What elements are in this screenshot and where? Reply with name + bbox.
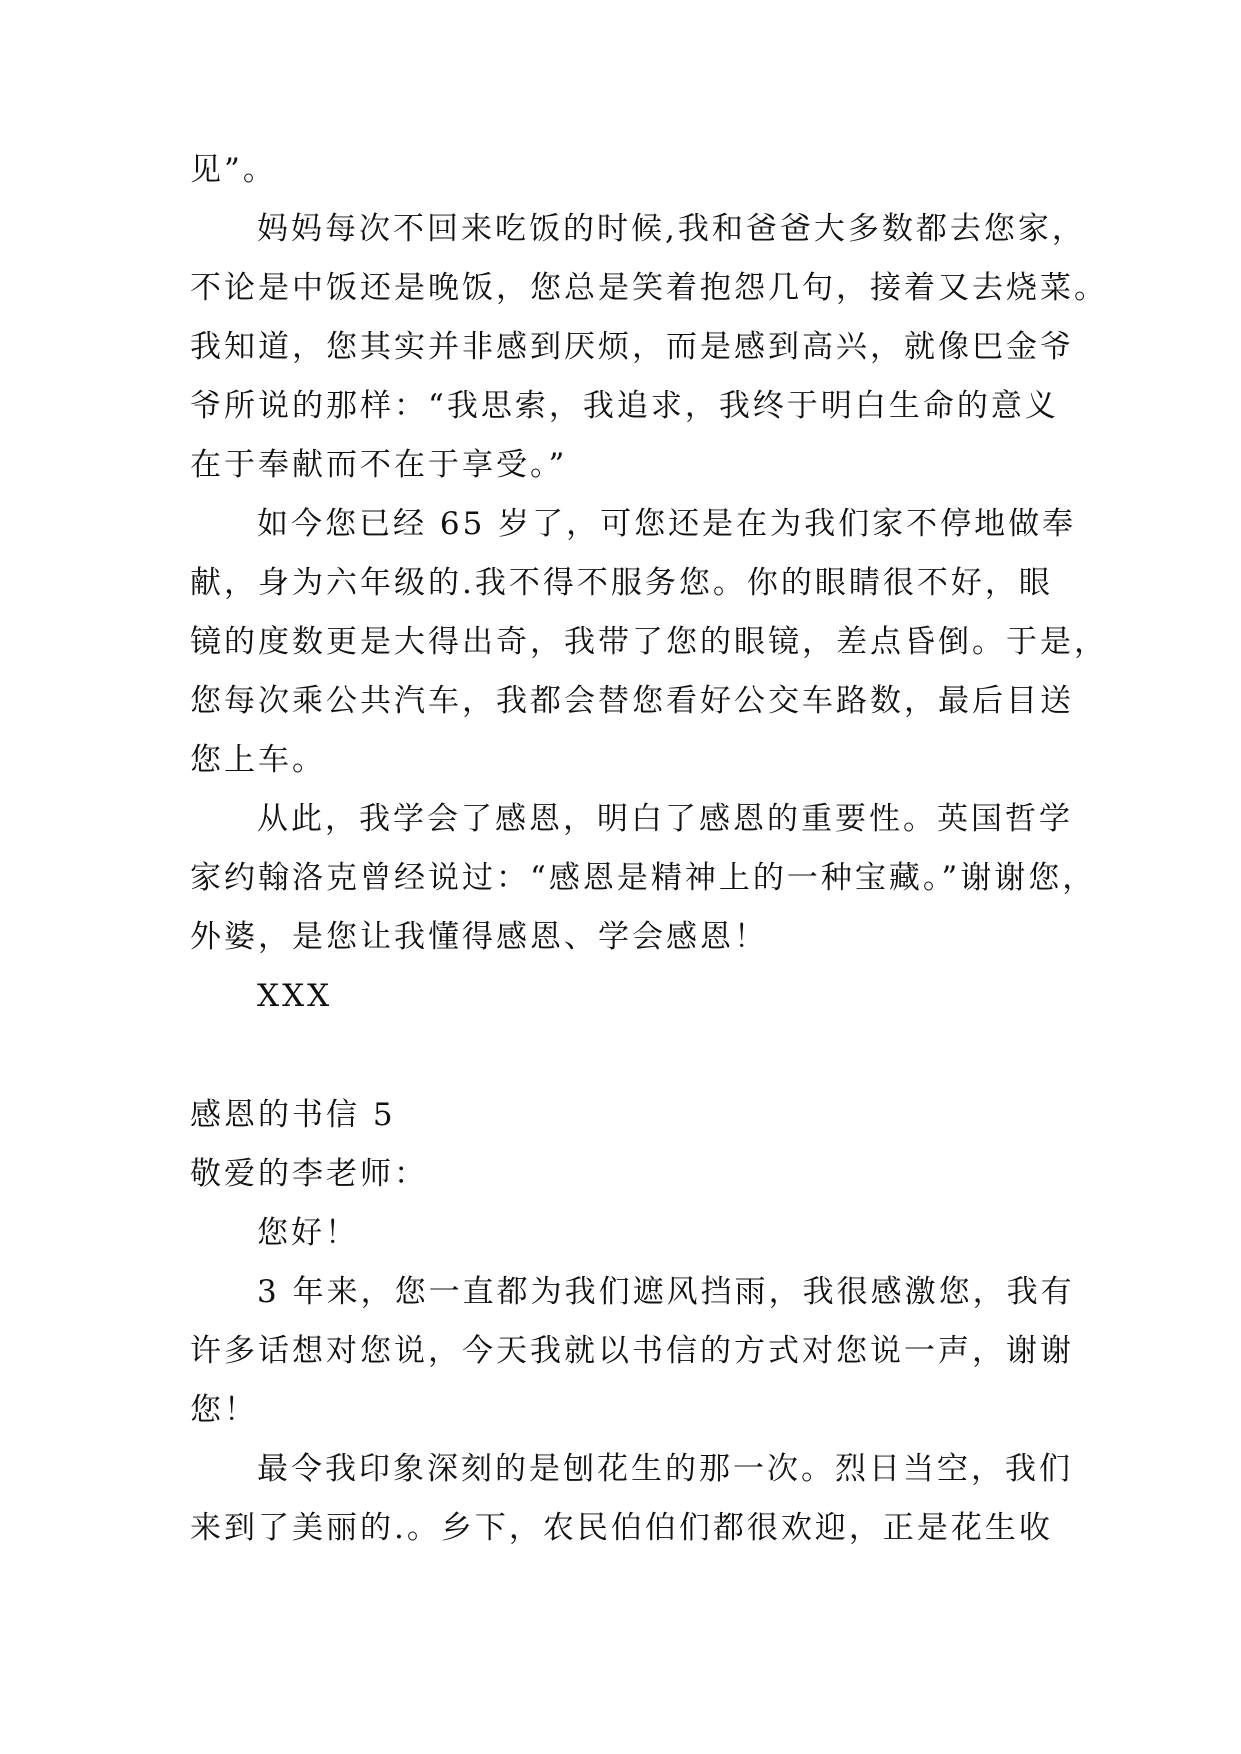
text-line: 我知道，您其实并非感到厌烦，而是感到高兴，就像巴金爷 bbox=[190, 329, 1074, 365]
text-line: 在于奉献而不在于享受。” bbox=[190, 447, 568, 483]
text-line: 您上车。 bbox=[190, 742, 326, 778]
text-line: 不论是中饭还是晚饭，您总是笑着抱怨几句，接着又去烧菜。 bbox=[190, 270, 1108, 306]
text-line: 如今您已经 65 岁了，可您还是在为我们家不停地做奉 bbox=[257, 506, 1077, 542]
text-line: 镜的度数更是大得出奇，我带了您的眼镜，差点昏倒。于是， bbox=[190, 624, 1108, 660]
text-line: 外婆，是您让我懂得感恩、学会感恩！ bbox=[190, 919, 768, 955]
text-line: 3 年来，您一直都为我们遮风挡雨，我很感激您，我有 bbox=[257, 1274, 1075, 1310]
text-line: 妈妈每次不回来吃饭的时候,我和爸爸大多数都去您家， bbox=[257, 211, 1086, 247]
signature: XXX bbox=[257, 978, 333, 1014]
text-line: 最令我印象深刻的是刨花生的那一次。烈日当空，我们 bbox=[257, 1451, 1073, 1487]
section-title: 感恩的书信 5 bbox=[190, 1097, 396, 1133]
text-line: 家约翰洛克曾经说过：“感恩是精神上的一种宝藏。”谢谢您， bbox=[190, 860, 1097, 896]
salutation: 敬爱的李老师： bbox=[190, 1156, 428, 1192]
greeting: 您好！ bbox=[257, 1215, 359, 1251]
text-line: 许多话想对您说，今天我就以书信的方式对您说一声，谢谢 bbox=[190, 1333, 1074, 1369]
text-line: 献，身为六年级的.我不得不服务您。你的眼睛很不好，眼 bbox=[190, 565, 1053, 601]
text-line: 见”。 bbox=[190, 152, 277, 188]
text-line: 爷所说的那样：“我思索，我追求，我终于明白生命的意义 bbox=[190, 388, 1059, 424]
text-line: 您！ bbox=[190, 1392, 258, 1428]
text-line: 从此，我学会了感恩，明白了感恩的重要性。英国哲学 bbox=[257, 801, 1073, 837]
text-line: 来到了美丽的.。乡下，农民伯伯们都很欢迎，正是花生收 bbox=[190, 1510, 1053, 1546]
text-line: 您每次乘公共汽车，我都会替您看好公交车路数，最后目送 bbox=[190, 683, 1074, 719]
